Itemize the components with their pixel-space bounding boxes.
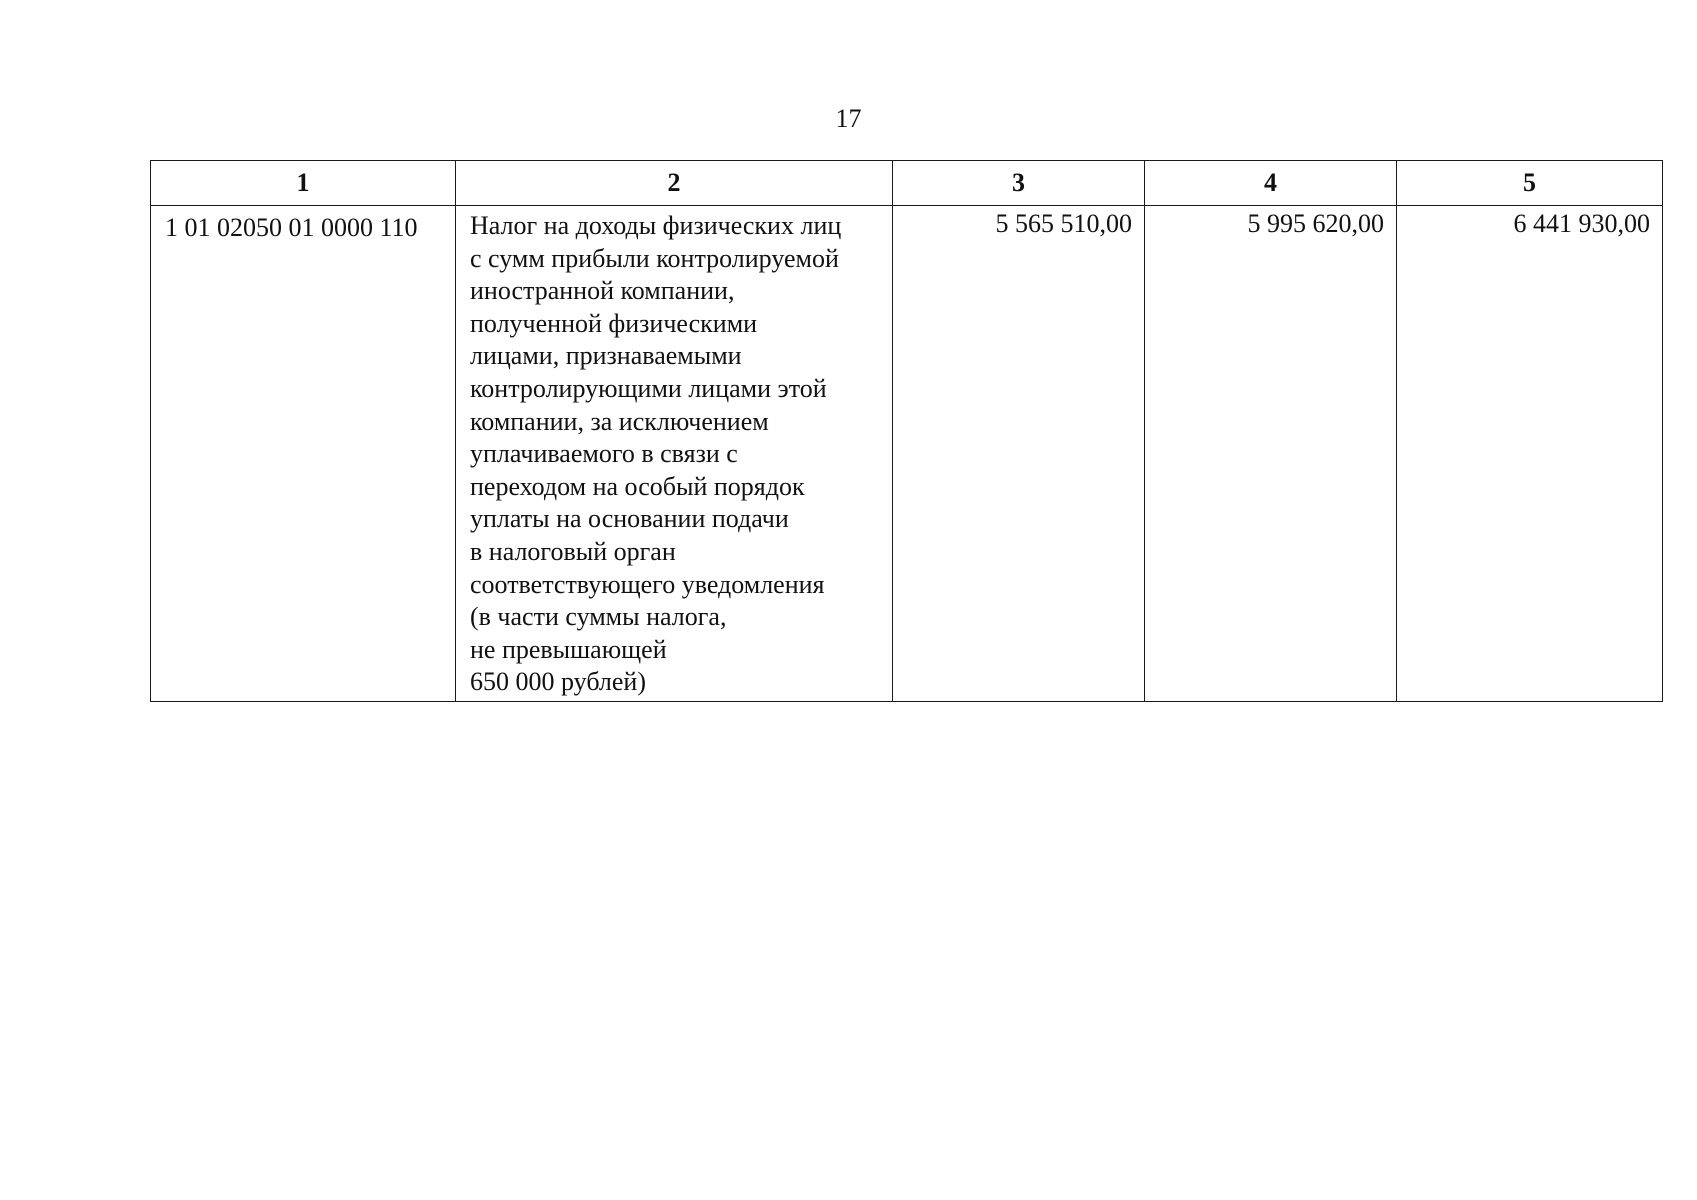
- column-header-1: 1: [151, 161, 456, 206]
- description-line: иностранной компании,: [470, 276, 735, 306]
- description-line: полученной физическими: [470, 308, 758, 338]
- page-number: 17: [835, 104, 862, 133]
- description-line: 650 000 рублей): [470, 667, 646, 697]
- amount-column-3: 5 565 510,00: [893, 206, 1145, 702]
- description-line: с сумм прибыли контролируемой: [470, 243, 839, 273]
- description-line: контролирующими лицами этой: [470, 373, 827, 403]
- amount-column-4: 5 995 620,00: [1145, 206, 1397, 702]
- description-line: переходом на особый порядок: [470, 471, 805, 501]
- description-line: уплаты на основании подачи: [470, 504, 789, 534]
- description-line: лицами, признаваемыми: [470, 341, 742, 371]
- column-header-5: 5: [1397, 161, 1663, 206]
- description-line: уплачиваемого в связи с: [470, 439, 738, 469]
- column-header-3: 3: [893, 161, 1145, 206]
- amount-column-5: 6 441 930,00: [1397, 206, 1663, 702]
- description-line: компании, за исключением: [470, 406, 769, 436]
- description-line: не превышающей: [470, 634, 667, 664]
- column-header-4: 4: [1145, 161, 1397, 206]
- description-line: (в части суммы налога,: [470, 602, 727, 632]
- income-description: [456, 206, 893, 702]
- column-header-2: 2: [456, 161, 893, 206]
- description-line: в налоговый орган: [470, 536, 676, 566]
- description-line: Налог на доходы физических лиц: [470, 211, 842, 240]
- budget-table: [150, 160, 1663, 702]
- budget-classification-code: 1 01 02050 01 0000 110: [151, 206, 456, 702]
- table-header-row: [151, 161, 1663, 206]
- table-row: [151, 206, 1663, 702]
- description-line: соответствующего уведомления: [470, 569, 825, 599]
